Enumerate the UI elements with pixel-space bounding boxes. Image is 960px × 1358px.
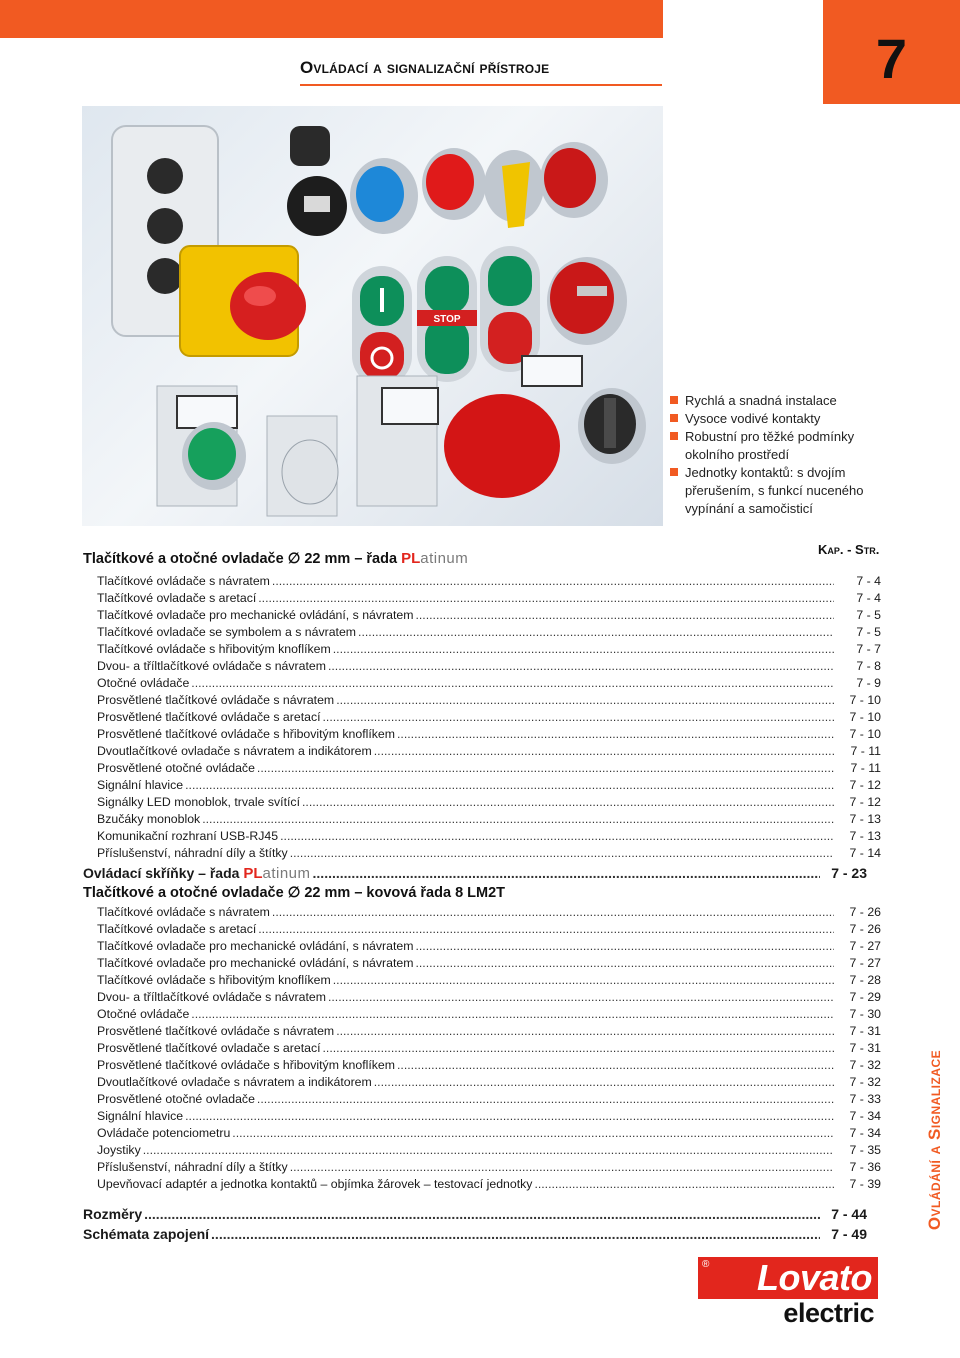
stop-double-button	[417, 256, 477, 382]
toc-page: 7 - 27	[849, 956, 881, 970]
toc-page: 7 - 44	[831, 1206, 867, 1222]
toc-leader	[415, 608, 834, 622]
toc-row[interactable]	[97, 812, 881, 829]
toc-row[interactable]	[97, 973, 881, 990]
toc-leader	[185, 778, 834, 792]
toc-row[interactable]	[97, 1075, 881, 1092]
toc-row[interactable]	[97, 676, 881, 693]
toc-page: 7 - 5	[856, 625, 881, 639]
toc-row[interactable]	[97, 642, 881, 659]
toc-label: Tlačítkové ovládače s návratem	[97, 905, 270, 919]
toc-label: Prosvětlené otočné ovládače	[97, 761, 255, 775]
toc-row[interactable]	[97, 905, 881, 922]
toc-page: 7 - 11	[850, 744, 881, 758]
page-title: Ovládací a signalizační přístroje	[300, 58, 550, 77]
toc-page: 7 - 32	[849, 1075, 881, 1089]
toc-leader	[272, 574, 834, 588]
toc-label: Signální hlavice	[97, 1109, 184, 1123]
toc-page: 7 - 10	[849, 727, 881, 741]
toc-row[interactable]	[97, 846, 881, 863]
side-section-label: Ovládání a Signalizace	[925, 1049, 944, 1231]
toc-page: 7 - 12	[849, 778, 881, 792]
toc-label: Dvoutlačítkové ovladače s návratem a indikátorem	[97, 1075, 372, 1089]
toc-label: Bzučáky monoblok	[97, 812, 201, 826]
toc-leader	[397, 1058, 834, 1072]
toc-label: Tlačítkové ovladače se symbolem a s návratem	[97, 625, 357, 639]
toc-row[interactable]	[97, 990, 881, 1007]
lovato-logo-text: Lovato	[756, 1257, 872, 1298]
toc-row[interactable]	[97, 1041, 881, 1058]
toc-row[interactable]	[97, 1177, 881, 1194]
toc-label: Prosvětlené tlačítkové ovládače s hřibovitým knoflíkem	[97, 727, 395, 741]
lovato-logo-sub: electric	[783, 1298, 874, 1328]
toc-leader	[415, 939, 834, 953]
toc-row[interactable]	[97, 939, 881, 956]
toc-leader	[290, 1160, 834, 1174]
toc-page: 7 - 28	[849, 973, 881, 987]
toc-leader	[302, 795, 834, 809]
toc-leader	[185, 1109, 834, 1123]
section-heading-platinum	[83, 550, 468, 567]
toc-label: Tlačítkové ovladače s aretací	[97, 591, 257, 605]
toc-leader	[272, 905, 834, 919]
toc-label: Otočné ovládače	[97, 1007, 190, 1021]
toc-label: Prosvětlené otočné ovladače	[97, 1092, 255, 1106]
toc-row[interactable]	[97, 1007, 881, 1024]
key-switch	[547, 257, 627, 345]
toc-row[interactable]	[97, 956, 881, 973]
toc-leader	[313, 865, 820, 881]
toc-page: 7 - 7	[856, 642, 881, 656]
kap-str-header: Kap. - Str.	[818, 542, 880, 557]
blue-button	[350, 158, 418, 234]
toc-label: Tlačítkové ovladače s aretací	[97, 922, 257, 936]
toc-page: 7 - 4	[856, 574, 881, 588]
toc-page: 7 - 34	[849, 1126, 881, 1140]
toc-leader	[191, 1007, 834, 1021]
toc-label: Komunikační rozhraní USB-RJ45	[97, 829, 279, 843]
toc-page: 7 - 30	[849, 1007, 881, 1021]
toc-leader	[374, 1075, 834, 1089]
toc-leader	[336, 693, 834, 707]
toc-page: 7 - 13	[849, 829, 881, 843]
toc-row[interactable]	[97, 744, 881, 761]
toc-label: Prosvětlené tlačítkové ovládače s návratem	[97, 1024, 335, 1038]
section-heading-metal: Tlačítkové a otočné ovladače ∅ 22 mm – kovová řada 8 LM2T	[83, 885, 506, 901]
toc-page: 7 - 27	[849, 939, 881, 953]
toc-page: 7 - 32	[849, 1058, 881, 1072]
feature-list	[670, 392, 870, 518]
toc-page: 7 - 36	[849, 1160, 881, 1174]
toc-label: Prosvětlené tlačítkové ovládače s návratem	[97, 693, 335, 707]
toc-page: 7 - 26	[849, 922, 881, 936]
toc-leader	[232, 1126, 834, 1140]
toc-page: 7 - 9	[856, 676, 881, 690]
toc-label: Dvou- a tříltlačítkové ovládače s návratem	[97, 659, 326, 673]
toc-label: Tlačítkové ovládače s návratem	[97, 574, 270, 588]
toc-row[interactable]	[97, 778, 881, 795]
feature-item: Robustní pro těžké podmínky okolního prostředí	[670, 428, 870, 464]
toc-row[interactable]	[97, 625, 881, 642]
toc-row[interactable]	[97, 608, 881, 625]
toc-leader	[415, 956, 834, 970]
toc-page: 7 - 31	[849, 1041, 881, 1055]
registered-mark: ®	[702, 1259, 710, 1270]
toc-row[interactable]	[97, 591, 881, 608]
toc-label: Prosvětlené tlačítkové ovladače s aretací	[97, 1041, 321, 1055]
toc-leader	[323, 1041, 834, 1055]
red-pilot-light	[422, 148, 486, 220]
toc-page: 7 - 29	[849, 990, 881, 1004]
toc-row[interactable]	[97, 1143, 881, 1160]
toc-row[interactable]	[97, 761, 881, 778]
toc-label: Tlačítkové ovladače pro mechanické ovládání, s návratem	[97, 608, 414, 622]
toc-page: 7 - 49	[831, 1226, 867, 1242]
feature-item: Rychlá a snadná instalace	[670, 392, 870, 410]
toc-row-schemata[interactable]	[83, 1226, 867, 1246]
double-button-green-red	[480, 246, 540, 372]
toc-page: 7 - 11	[850, 761, 881, 775]
toc-label: Joystiky	[97, 1143, 141, 1157]
contact-blocks	[157, 356, 646, 516]
top-accent-bar	[0, 0, 663, 38]
toc-page: 7 - 8	[856, 659, 881, 673]
toc-leader	[258, 591, 834, 605]
toc-page: 7 - 31	[849, 1024, 881, 1038]
toc-label: Upevňovací adaptér a jednotka kontaktů – objímka žárovek – testovací jednotky	[97, 1177, 533, 1191]
toc-leader	[290, 846, 834, 860]
toc-page: 7 - 12	[849, 795, 881, 809]
toc-leader	[257, 1092, 834, 1106]
toc-leader	[202, 812, 834, 826]
toc-page: 7 - 5	[856, 608, 881, 622]
toc-row[interactable]	[97, 922, 881, 939]
toc-leader	[280, 829, 834, 843]
toc-label: Signální hlavice	[97, 778, 184, 792]
toc-row[interactable]	[97, 1058, 881, 1075]
toc-label	[83, 865, 311, 882]
toc-label: Tlačítkové ovladače pro mechanické ovládání, s návratem	[97, 939, 414, 953]
toc-leader	[333, 642, 834, 656]
feature-item: Jednotky kontaktů: s dvojím přerušením, s funkcí nuceného vypínání a samočisticí	[670, 464, 870, 518]
toc-label: Otočné ovládače	[97, 676, 190, 690]
platinum-logo: PLatinum	[243, 865, 311, 882]
toc-leader	[211, 1226, 820, 1242]
feature-item: Vysoce vodivé kontakty	[670, 410, 870, 428]
toc-row[interactable]	[97, 1092, 881, 1109]
toc-label: Příslušenství, náhradní díly a štítky	[97, 846, 288, 860]
toc-row[interactable]	[97, 693, 881, 710]
toc-leader	[191, 676, 834, 690]
toc-leader	[323, 710, 834, 724]
toc-label: Tlačítkové ovládače s hřibovitým knoflíkem	[97, 642, 331, 656]
toc-row[interactable]	[97, 1024, 881, 1041]
toc-page: 7 - 33	[849, 1092, 881, 1106]
toc-row[interactable]	[97, 1109, 881, 1126]
toc-leader	[144, 1206, 820, 1222]
toc-row[interactable]	[97, 795, 881, 812]
toc-row[interactable]	[97, 659, 881, 676]
toc-leader	[534, 1177, 834, 1191]
toc-leader	[258, 922, 834, 936]
toc-page: 7 - 10	[849, 693, 881, 707]
section-title: Ovládací skříňky – řada	[83, 865, 240, 881]
toc-leader	[333, 973, 834, 987]
toc-page: 7 - 13	[849, 812, 881, 826]
title-underline	[300, 84, 662, 86]
usb-interface	[287, 126, 347, 236]
toc-page: 7 - 39	[849, 1177, 881, 1191]
toc-page: 7 - 4	[856, 591, 881, 605]
toc-label: Prosvětlené tlačítkové ovládače s aretací	[97, 710, 321, 724]
chapter-number: 7	[875, 26, 908, 90]
toc-page: 7 - 35	[849, 1143, 881, 1157]
product-photo	[82, 106, 663, 526]
toc-label: Prosvětlené tlačítkové ovládače s hřibovitým knoflíkem	[97, 1058, 395, 1072]
toc-label: Schémata zapojení	[83, 1226, 210, 1242]
toc-page: 7 - 23	[831, 865, 867, 881]
toc-row[interactable]	[97, 829, 881, 846]
toc-row[interactable]	[97, 710, 881, 727]
toc-row-enclosures[interactable]	[83, 865, 867, 885]
emergency-stop-box	[180, 246, 306, 356]
toc-label: Tlačítkové ovládače s hřibovitým knoflíkem	[97, 973, 331, 987]
toc-label: Dvou- a tříltlačítkové ovládače s návratem	[97, 990, 326, 1004]
yellow-selector	[484, 150, 544, 228]
toc-leader	[328, 659, 834, 673]
toc-label: Příslušenství, náhradní díly a štítky	[97, 1160, 288, 1174]
toc-leader	[336, 1024, 834, 1038]
toc-row[interactable]	[97, 1160, 881, 1177]
toc-leader	[143, 1143, 834, 1157]
red-mushroom-button	[540, 142, 608, 218]
toc-leader	[257, 761, 834, 775]
toc-label: Dvoutlačítkové ovladače s návratem a indikátorem	[97, 744, 372, 758]
platinum-logo: PLatinum	[401, 550, 469, 567]
toc-label: Tlačítkové ovladače pro mechanické ovládání, s návratem	[97, 956, 414, 970]
toc-leader	[397, 727, 834, 741]
toc-leader	[374, 744, 834, 758]
toc-label: Signálky LED monoblok, trvale svítící	[97, 795, 300, 809]
toc-row[interactable]	[97, 574, 881, 591]
toc-row[interactable]	[97, 1126, 881, 1143]
toc-leader	[328, 990, 834, 1004]
toc-page: 7 - 14	[849, 846, 881, 860]
toc-row-rozmery[interactable]	[83, 1206, 867, 1226]
double-button-black-red	[352, 266, 412, 386]
stop-label: STOP	[433, 314, 461, 325]
section-title: Tlačítkové a otočné ovladače ∅ 22 mm – řada	[83, 551, 398, 567]
toc-label: Ovládače potenciometru	[97, 1126, 231, 1140]
toc-label: Rozměry	[83, 1206, 143, 1222]
toc-page: 7 - 34	[849, 1109, 881, 1123]
toc-row[interactable]	[97, 727, 881, 744]
toc-page: 7 - 10	[849, 710, 881, 724]
toc-leader	[358, 625, 834, 639]
toc-page: 7 - 26	[849, 905, 881, 919]
